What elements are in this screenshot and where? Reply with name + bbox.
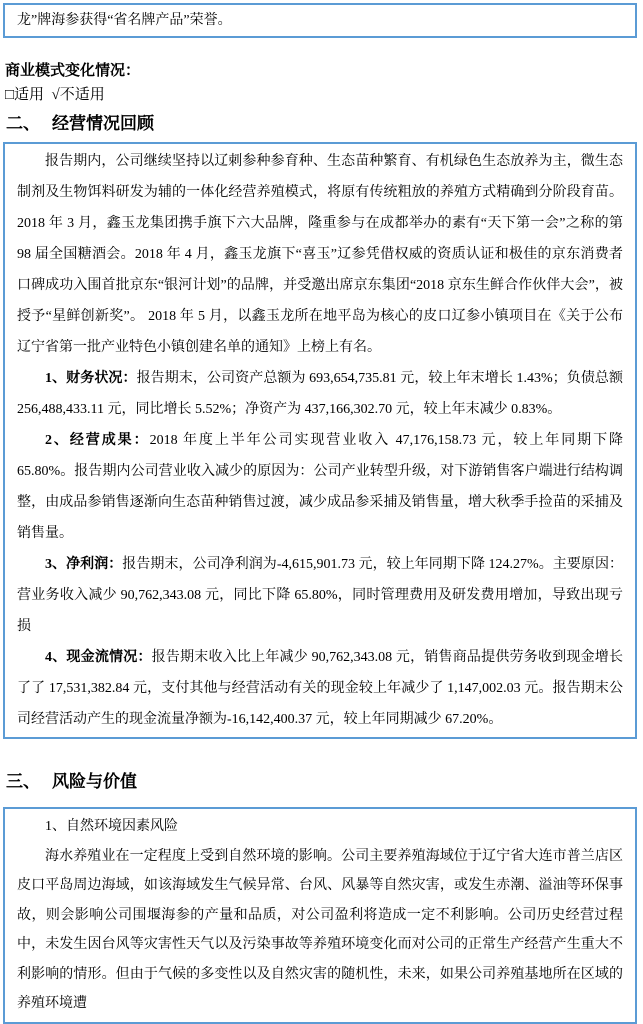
paragraph-text: 报告期内，公司继续坚持以辽刺参种参育种、生态苗种繁育、有机绿色生态放养为主，微生态制剂及生物饵料研发为辅的一体化经营养殖模式，将原有传统粗放的养殖方式精确到分阶段育苗。2018 年 3 月，鑫玉龙集团携手旗下六大品牌，隆重参与在成都举办的素有“天下第一会”之称的第 98 届全国糖酒会。2018 年 4 月，鑫玉龙旗下“喜玉”辽参凭借权威的资质认证和极佳的京东消费者口碑成功入围首批京东“银河计划”的品牌，并受邀出席京东集团“2018 京东生鲜合作伙伴大会”，被授予“星鲜创新奖”。 2018 年 5 月，以鑫玉龙所在地平岛为核心的皮口辽参小镇项目在《关于公布辽宁省第一批产业特色小镇创建名单的通知》上榜上有名。 xyxy=(17,154,623,355)
paragraph-financial-status xyxy=(17,363,623,425)
paragraph-text: 报告期末，公司净利润为-4,615,901.73 元，较上年同期下降 124.27%。主要原因：营业务收入减少 90,762,343.08 元，同比下降 65.80%，同时管理费用及研发费用增加，导致出现亏损 xyxy=(17,557,623,634)
business-model-applicability-options: □适用 √不适用 xyxy=(5,87,105,103)
section-heading-risk-and-value xyxy=(6,771,643,792)
honor-quote-box xyxy=(3,3,637,38)
paragraph-text: 报告期末收入比上年减少 90,762,343.08 元，销售商品提供劳务收到现金增长了了 17,531,382.84 元，支付其他与经营活动有关的现金较上年减少了 1,147,002.03 元。报告期末公司经营活动产生的现金流量净额为-16,142,400.37 元，较上年同期减少 67.20%。 xyxy=(17,650,624,727)
paragraph-risk-title: 1、自然环境因素风险 xyxy=(45,819,178,834)
section-title: 经营情况回顾 xyxy=(52,114,154,133)
paragraph-operating-results xyxy=(17,425,623,549)
paragraph-natural-environment-risk: 海水养殖业在一定程度上受到自然环境的影响。公司主要养殖海域位于辽宁省大连市普兰店区皮口平岛周边海域，如该海域发生气候异常、台风、风暴等自然灾害，或发生赤潮、溢油等环保事故，则会影响公司围堰海参的产量和品质，对公司盈利将造成一定不利影响。公司历史经营过程中，未发生因台风等灾害性天气以及污染事故等养殖环境变化而对公司的正常生产经营产生重大不利影响的情形。但由于气候的多变性以及自然灾害的随机性，未来，如果公司养殖基地所在区域的养殖环境遭 xyxy=(17,848,623,1011)
operations-review-box xyxy=(3,142,637,739)
section-heading-operations-review xyxy=(6,113,643,134)
paragraph-label: 4、现金流情况： xyxy=(45,650,152,665)
paragraph-label: 2、经营成果： xyxy=(45,433,150,448)
paragraph-label: 3、净利润： xyxy=(45,557,123,572)
business-model-heading: 商业模式变化情况： xyxy=(5,63,141,79)
section-number: 二、 xyxy=(6,114,40,133)
section-number: 三、 xyxy=(6,772,40,791)
paragraph-overview xyxy=(17,146,623,363)
paragraph-text: 报告期末，公司资产总额为 693,654,735.81 元，较上年末增长 1.43%；负债总额 256,488,433.11 元，同比增长 5.52%；净资产为 437,166,302.70 元，较上年末减少 0.83%。 xyxy=(17,371,624,417)
paragraph-text: 2018 年度上半年公司实现营业收入 47,176,158.73 元，较上年同期下降 65.80%。报告期内公司营业收入减少的原因为：公司产业转型升级，对下游销售客户端进行结构调整，由成品参销售逐渐向生态苗种销售过渡，减少成品参采捕及销售量，增大秋季手捡苗的采捕及销售量。 xyxy=(17,433,624,541)
risk-and-value-box xyxy=(3,807,637,1024)
paragraph-label: 1、财务状况： xyxy=(45,371,137,386)
paragraph-cash-flow xyxy=(17,642,623,735)
honor-quote-text: 龙”牌海参获得“省名牌产品”荣誉。 xyxy=(17,13,232,28)
section-title: 风险与价值 xyxy=(52,772,137,791)
paragraph-net-profit xyxy=(17,549,623,642)
